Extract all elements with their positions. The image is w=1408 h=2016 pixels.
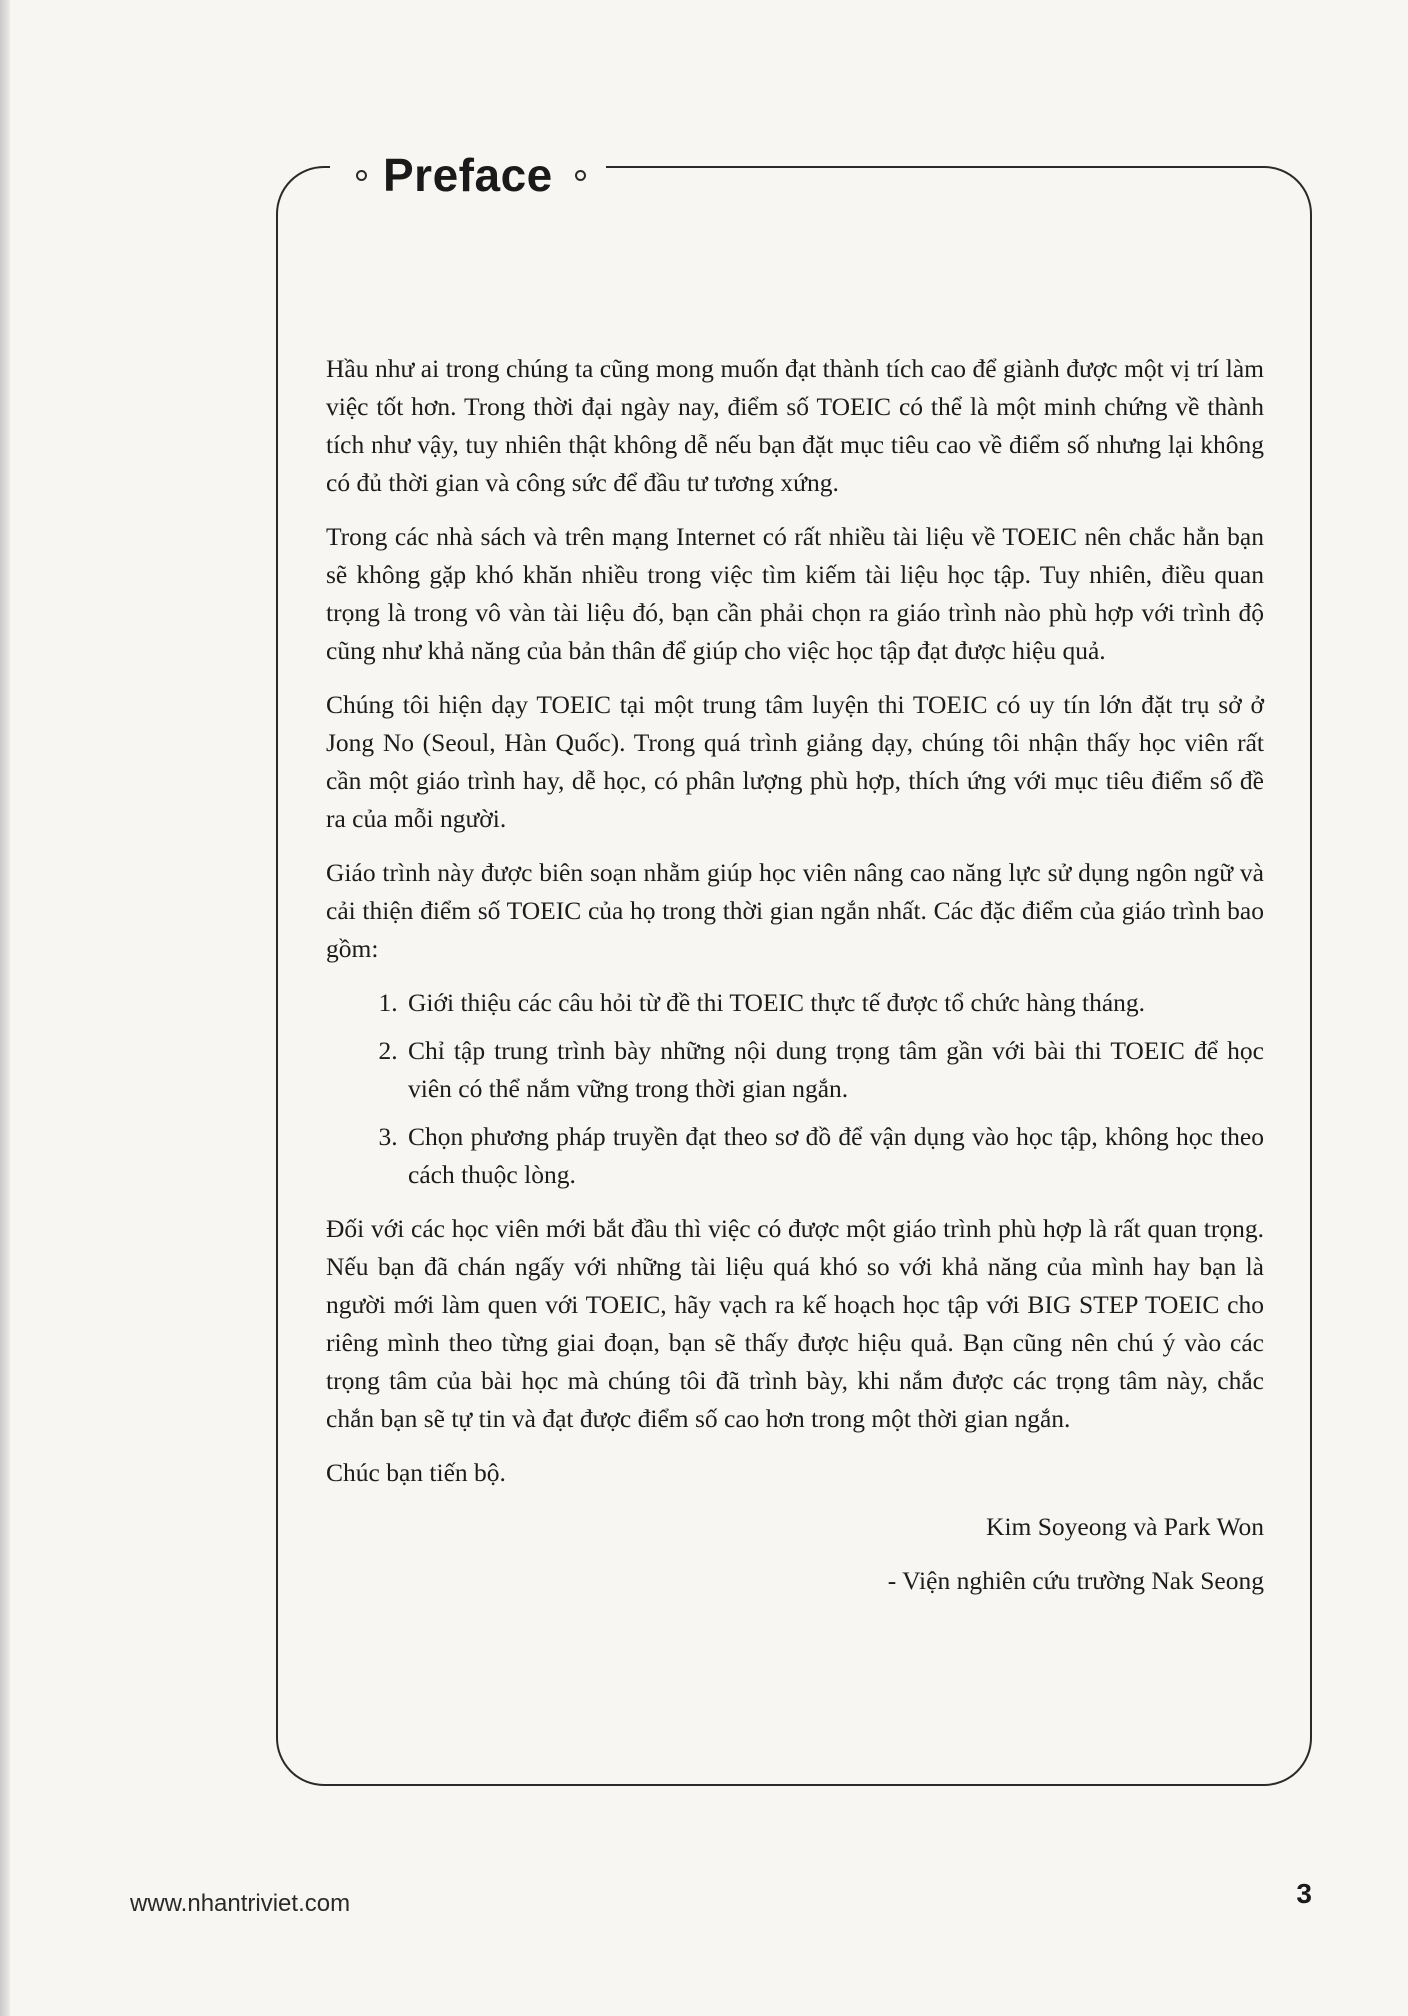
page-number: 3 [1296, 1878, 1312, 1909]
signature-authors: Kim Soyeong và Park Won [986, 1512, 1264, 1541]
closing-line: Chúc bạn tiến bộ. [326, 1458, 506, 1487]
preface-body [326, 350, 1264, 1616]
footer-url: www.nhantriviet.com [130, 1890, 351, 1917]
paragraph-5: Đối với các học viên mới bắt đầu thì việc có được một giáo trình phù hợp là rất quan trọng. Nếu bạn đã chán ngấy với những tài liệu quá khó so với khả năng của mình hay bạn là người mới làm quen với TOEIC, hãy vạch ra kế hoạch học tập với BIG STEP TOEIC cho riêng mình theo từng giai đoạn, bạn sẽ thấy được hiệu quả. Bạn cũng nên chú ý vào các trọng tâm của bài học mà chúng tôi đã trình bày, khi nắm được các trọng tâm này, chắc chắn bạn sẽ tự tin và đạt được điểm số cao hơn trong một thời gian ngắn. [326, 1214, 1264, 1433]
paragraph-2: Trong các nhà sách và trên mạng Internet có rất nhiều tài liệu về TOEIC nên chắc hẳn bạn sẽ không gặp khó khăn nhiều trong việc tìm kiếm tài liệu học tập. Tuy nhiên, điều quan trọng là trong vô vàn tài liệu đó, bạn cần phải chọn ra giáo trình nào phù hợp với trình độ cũng như khả năng của bản thân để giúp cho việc học tập đạt được hiệu quả. [326, 522, 1264, 665]
list-item: 2. Chỉ tập trung trình bày những nội dung trọng tâm gần với bài thi TOEIC để học viên có thể nắm vững trong thời gian ngắn. [404, 1032, 1264, 1108]
title-right-dot-icon [575, 170, 586, 181]
paragraph-4: Giáo trình này được biên soạn nhằm giúp học viên nâng cao năng lực sử dụng ngôn ngữ và cải thiện điểm số TOEIC của họ trong thời gian ngắn nhất. Các đặc điểm của giáo trình bao gồm: [326, 858, 1264, 963]
title-left-dot-icon [356, 170, 367, 181]
features-list [326, 984, 1264, 1194]
list-item: 3. Chọn phương pháp truyền đạt theo sơ đồ để vận dụng vào học tập, không học theo cách thuộc lòng. [404, 1118, 1264, 1194]
paragraph-3: Chúng tôi hiện dạy TOEIC tại một trung tâm luyện thi TOEIC có uy tín lớn đặt trụ sở ở Jong No (Seoul, Hàn Quốc). Trong quá trình giảng dạy, chúng tôi nhận thấy học viên rất cần một giáo trình hay, dễ học, có phân lượng phù hợp, thích ứng với mục tiêu điểm số đề ra của mỗi người. [326, 690, 1264, 833]
page-title: Preface [383, 149, 553, 201]
page-binding-edge [0, 0, 10, 2016]
title-banner [330, 136, 606, 214]
signature-institute: - Viện nghiên cứu trường Nak Seong [887, 1566, 1264, 1595]
paragraph-1: Hầu như ai trong chúng ta cũng mong muốn đạt thành tích cao để giành được một vị trí làm việc tốt hơn. Trong thời đại ngày nay, điểm số TOEIC có thể là một minh chứng về thành tích như vậy, tuy nhiên thật không dễ nếu bạn đặt mục tiêu cao về điểm số nhưng lại không có đủ thời gian và công sức để đầu tư tương xứng. [326, 354, 1264, 497]
list-item: 1. Giới thiệu các câu hỏi từ đề thi TOEIC thực tế được tổ chức hàng tháng. [404, 984, 1264, 1022]
